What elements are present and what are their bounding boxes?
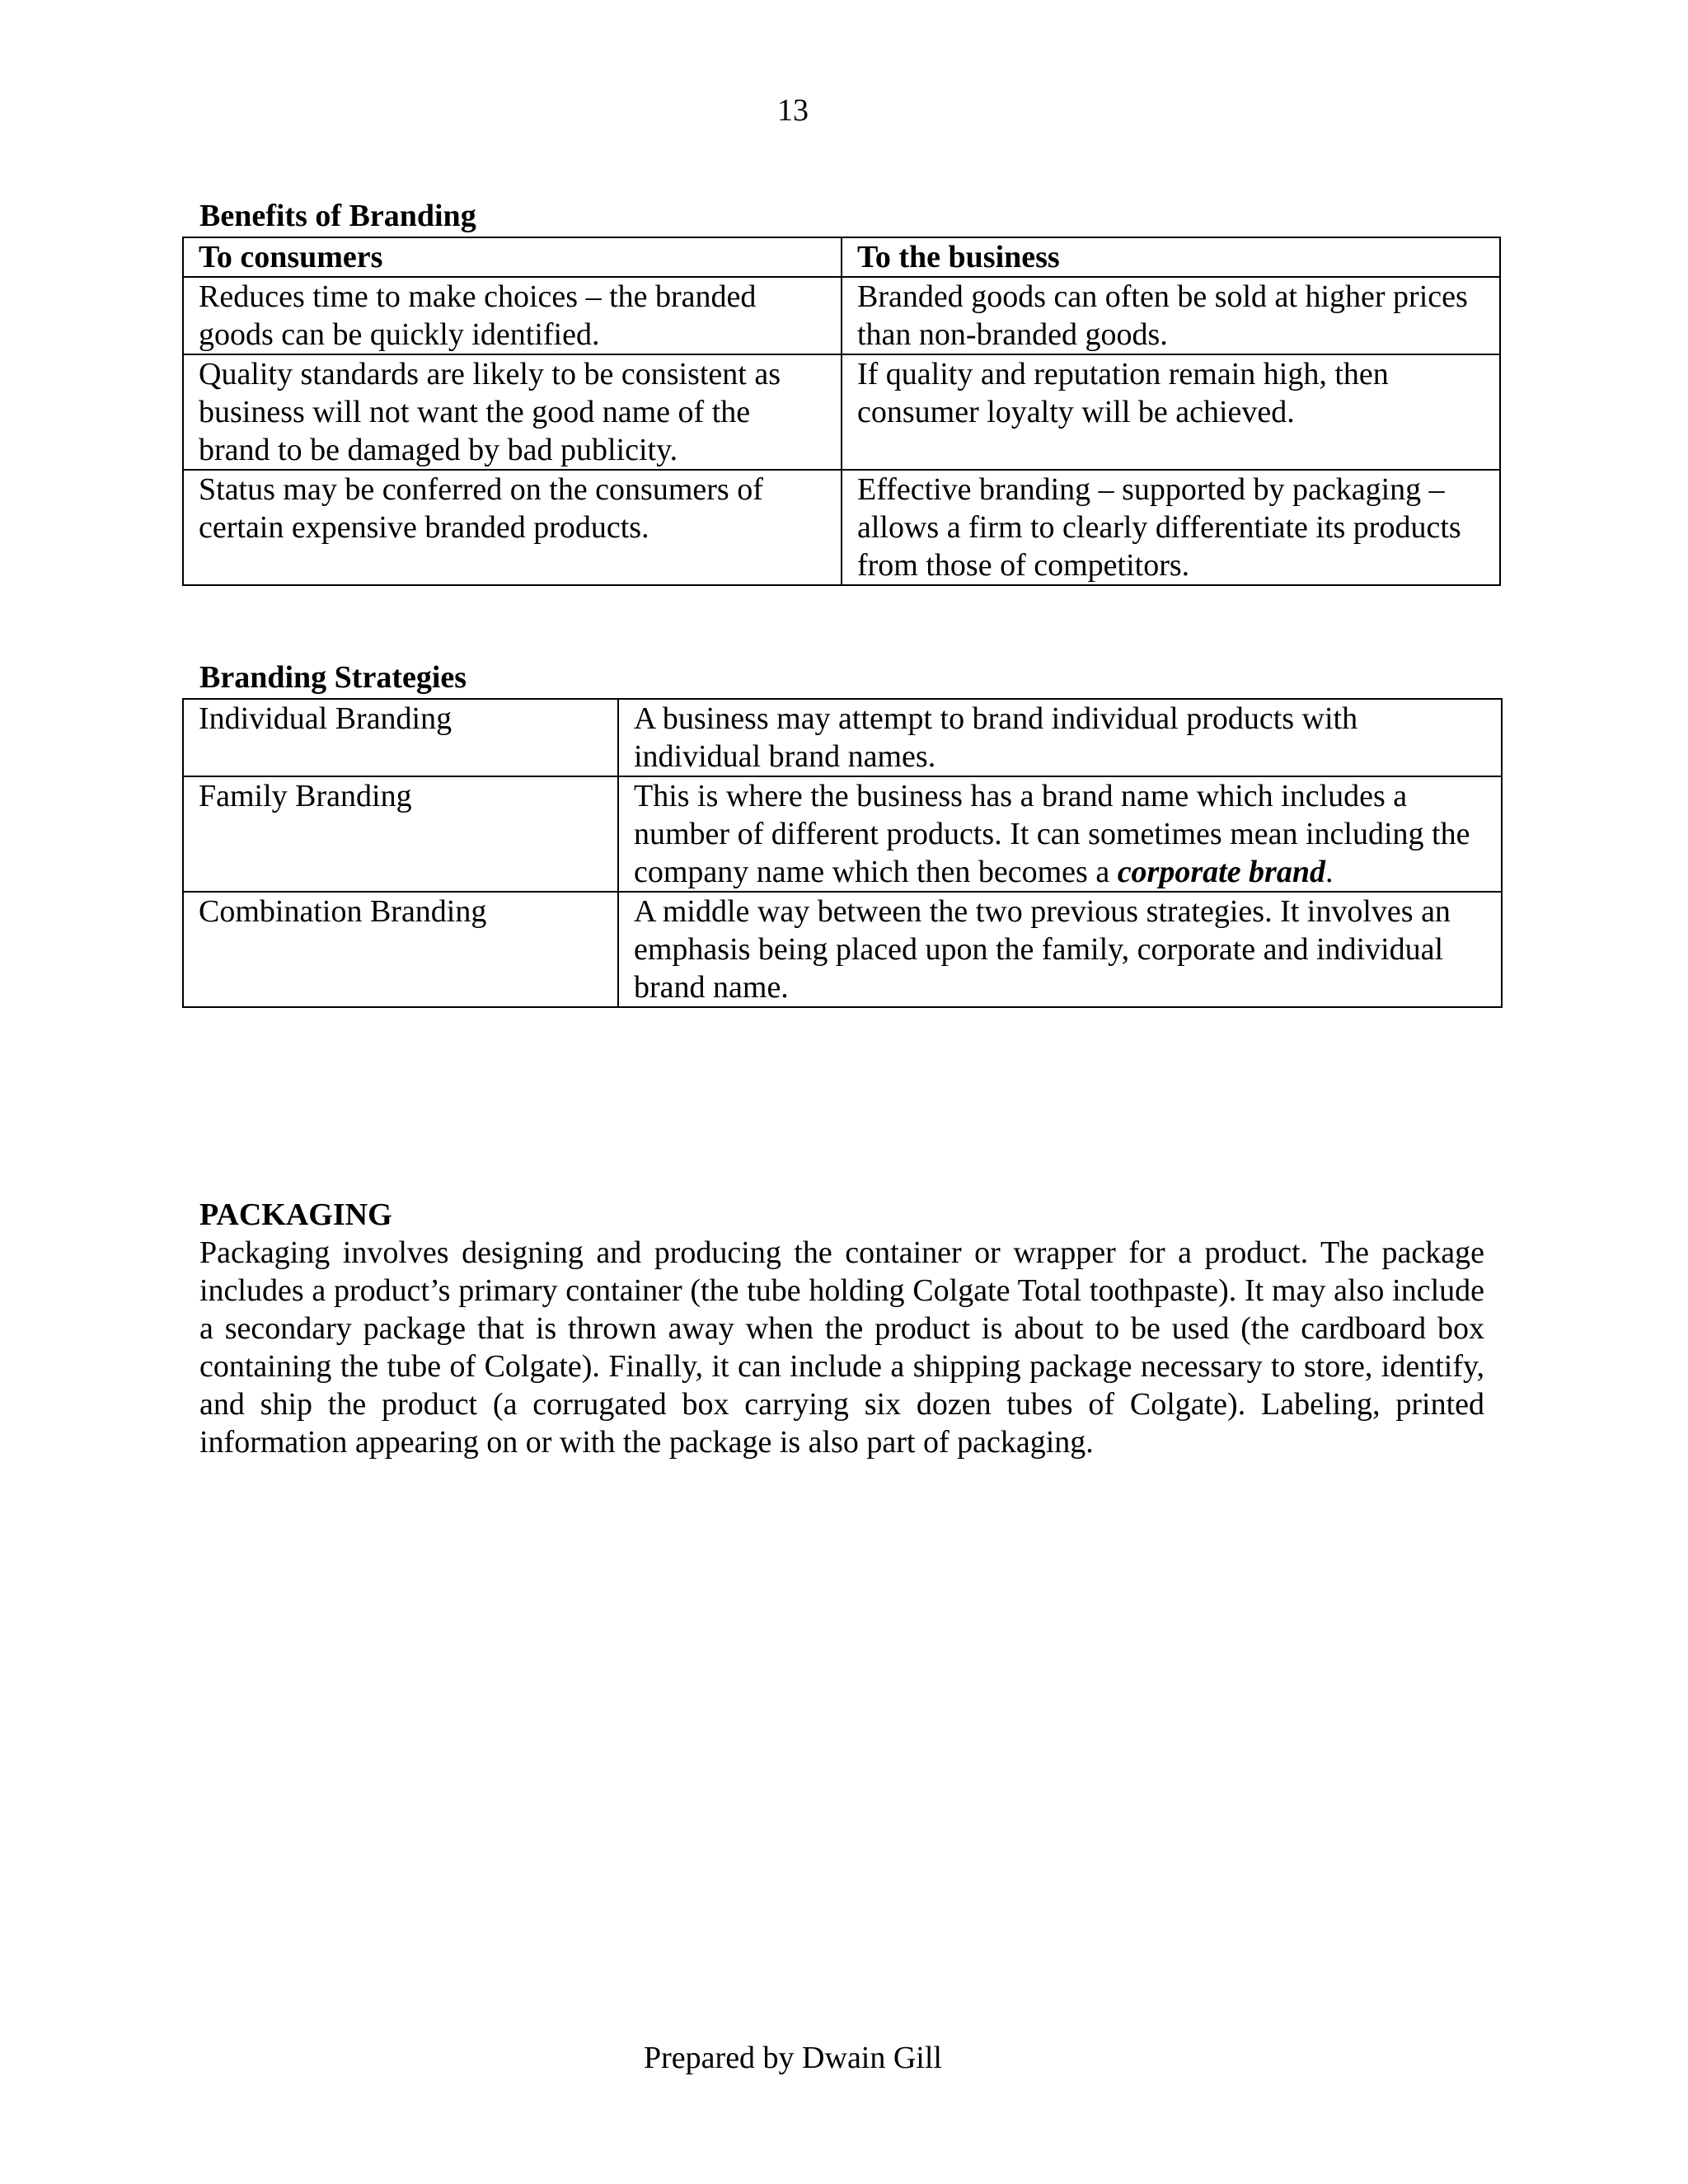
footer-credit: Prepared by Dwain Gill: [644, 2041, 942, 2075]
benefits-title: Benefits of Branding: [199, 199, 476, 233]
strategies-table: [182, 698, 1503, 1008]
strategies-title: Branding Strategies: [199, 660, 467, 695]
table-row: [183, 892, 1502, 1007]
strategy-description-cell: A business may attempt to brand individual products with individual brand names.: [618, 699, 1502, 776]
strategy-name-cell: Individual Branding: [183, 699, 618, 776]
page-number: 13: [777, 93, 809, 128]
strategy-name-cell: Family Branding: [183, 776, 618, 892]
table-row: [183, 354, 1500, 470]
benefit-business-cell: Effective branding – supported by packaging – allows a firm to clearly differentiate its products from those of competitors.: [842, 470, 1500, 585]
benefits-table: [182, 237, 1501, 586]
table-row: [183, 277, 1500, 354]
benefit-consumer-cell: Status may be conferred on the consumers of certain expensive branded products.: [183, 470, 842, 585]
packaging-title: PACKAGING: [199, 1197, 392, 1232]
table-header-row: [183, 237, 1500, 277]
packaging-paragraph: Packaging involves designing and producing the container or wrapper for a product. The package includes a product’s primary container (the tube holding Colgate Total toothpaste). It may also include a secondary package that is thrown away when the product is about to be used (the cardboard box containing the tube of Colgate). Finally, it can include a shipping package necessary to store, identify, and ship the product (a corrugated box carrying six dozen tubes of Colgate). Labeling, printed information appearing on or with the package is also part of packaging.: [199, 1235, 1484, 1460]
strategy-description-text: This is where the business has a brand name which includes a number of different products. It can sometimes mean including the company name which then becomes a: [634, 779, 1470, 889]
strategy-description-cell: [618, 776, 1502, 892]
table-row: [183, 470, 1500, 585]
strategy-description-cell: A middle way between the two previous strategies. It involves an emphasis being placed upon the family, corporate and individual brand name.: [618, 892, 1502, 1007]
corporate-brand-emphasis: corporate brand: [1117, 855, 1325, 889]
benefit-consumer-cell: Reduces time to make choices – the branded goods can be quickly identified.: [183, 277, 842, 354]
benefit-consumer-cell: Quality standards are likely to be consistent as business will not want the good name of the brand to be damaged by bad publicity.: [183, 354, 842, 470]
header-consumers: To consumers: [183, 237, 842, 277]
strategy-name-cell: Combination Branding: [183, 892, 618, 1007]
table-row: [183, 699, 1502, 776]
benefit-business-cell: Branded goods can often be sold at higher prices than non-branded goods.: [842, 277, 1500, 354]
benefit-business-cell: If quality and reputation remain high, then consumer loyalty will be achieved.: [842, 354, 1500, 470]
header-business: To the business: [842, 237, 1500, 277]
strategy-description-end: .: [1325, 855, 1334, 889]
table-row: [183, 776, 1502, 892]
